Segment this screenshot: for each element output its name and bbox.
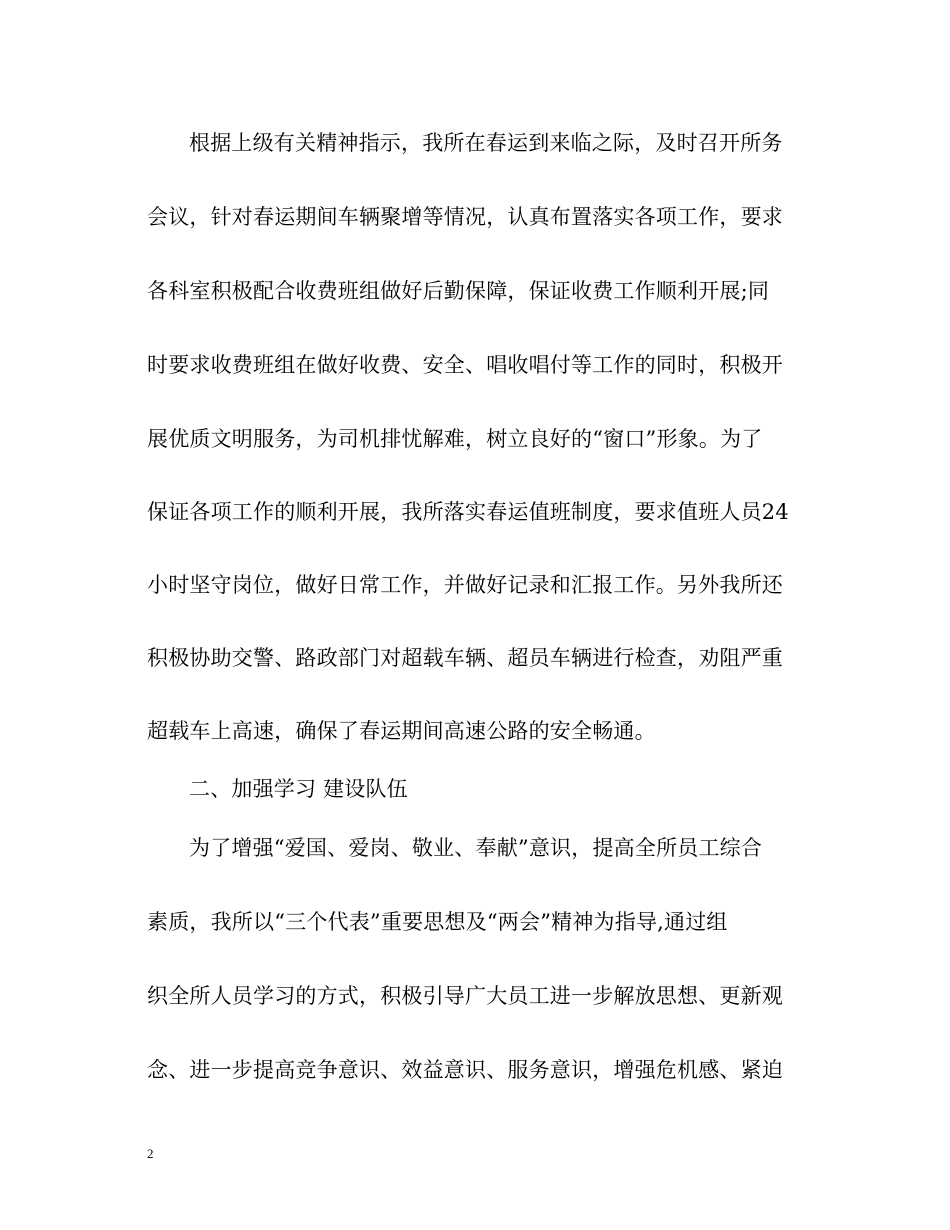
section-heading: 二、加强学习 建设队伍 [189, 777, 408, 801]
paragraph-line-2: 会议，针对春运期间车辆聚增等情况，认真布置落实各项工作，要求 [147, 205, 783, 229]
page-number: 2 [147, 1146, 154, 1161]
paragraph-line-3: 各科室积极配合收费班组做好后勤保障，保证收费工作顺利开展;同 [147, 279, 770, 303]
paragraph-line-13: 念、进一步提高竞争意识、效益意识、服务意识，增强危机感、紧迫 [147, 1058, 783, 1082]
paragraph-line-1: 根据上级有关精神指示，我所在春运到来临之际，及时召开所务 [189, 131, 783, 155]
paragraph-line-8: 积极协助交警、路政部门对超载车辆、超员车辆进行检查，劝阻严重 [147, 646, 783, 670]
paragraph-line-6: 保证各项工作的顺利开展，我所落实春运值班制度，要求值班人员24 [147, 500, 789, 524]
paragraph-line-7: 小时坚守岗位，做好日常工作，并做好记录和汇报工作。另外我所还 [147, 573, 783, 597]
paragraph-line-9: 超载车上高速，确保了春运期间高速公路的安全畅通。 [147, 719, 656, 743]
paragraph-line-12: 织全所人员学习的方式，积极引导广大员工进一步解放思想、更新观 [147, 984, 783, 1008]
paragraph-line-11: 素质，我所以“三个代表”重要思想及“两会”精神为指导,通过组 [147, 910, 728, 934]
paragraph-line-5: 展优质文明服务，为司机排忧解难，树立良好的“窗口”形象。为了 [147, 427, 763, 451]
paragraph-line-10: 为了增强“爱国、爱岗、敬业、奉献”意识，提高全所员工综合 [189, 836, 763, 860]
paragraph-line-4: 时要求收费班组在做好收费、安全、唱收唱付等工作的同时，积极开 [147, 353, 783, 377]
